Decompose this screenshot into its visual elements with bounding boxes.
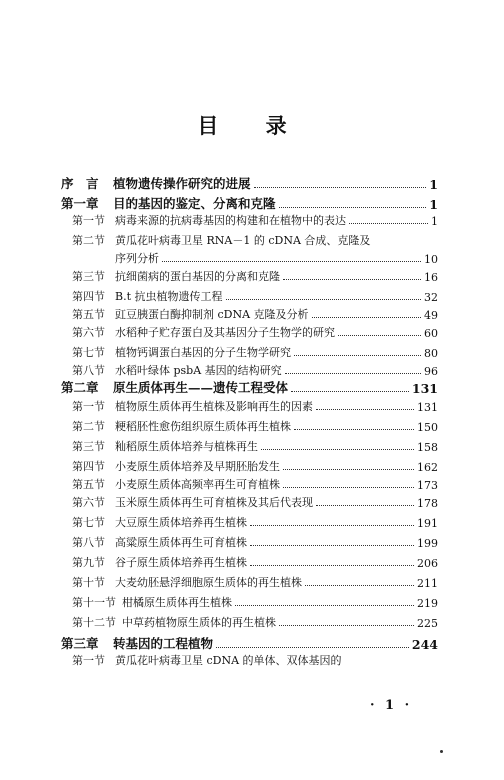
entry-number: 第七节 [72, 516, 105, 529]
scan-speck [440, 750, 443, 753]
entry-title: 黄瓜花叶病毒卫星 cDNA 的单体、双体基因的 [115, 654, 342, 667]
toc-section-entry[interactable] [72, 494, 438, 510]
dot-leader [162, 261, 421, 262]
toc-section-entry[interactable] [72, 306, 438, 322]
toc-section-entry[interactable] [72, 324, 438, 340]
entry-page: 131 [417, 401, 438, 414]
entry-page: 162 [417, 461, 438, 474]
entry-page: 80 [424, 347, 438, 360]
entry-number: 第三节 [72, 270, 105, 283]
dot-leader [338, 335, 421, 336]
entry-number: 第一节 [72, 654, 105, 667]
dot-leader [305, 585, 414, 586]
entry-page: 32 [424, 291, 438, 304]
page-number: · 1 · [370, 698, 413, 713]
entry-page: 49 [424, 309, 438, 322]
entry-number: 第五节 [72, 308, 105, 321]
entry-page: 211 [417, 577, 438, 590]
toc-section-entry[interactable] [72, 476, 438, 492]
toc-section-entry[interactable] [72, 652, 438, 668]
toc-section-entry[interactable] [72, 534, 438, 550]
toc-section-entry[interactable] [72, 594, 438, 610]
entry-number: 第十节 [72, 576, 105, 589]
entry-page: 206 [417, 557, 438, 570]
entry-title: 籼稻原生质体培养与植株再生 [115, 440, 258, 453]
entry-number: 第八节 [72, 536, 105, 549]
entry-page: 1 [429, 177, 438, 192]
entry-title: 中草药植物原生质体的再生植株 [122, 616, 276, 629]
entry-title: 大豆原生质体培养再生植株 [115, 516, 247, 529]
entry-page: 150 [417, 421, 438, 434]
toc-chapter-entry[interactable] [61, 634, 438, 652]
entry-title: 高粱原生质体再生可育植株 [115, 536, 247, 549]
toc-section-entry[interactable] [72, 362, 438, 378]
dot-leader [283, 487, 414, 488]
entry-page: 225 [417, 617, 438, 630]
entry-title: 目的基因的鉴定、分离和克隆 [113, 196, 276, 211]
entry-page: 10 [424, 253, 438, 266]
entry-number: 第二节 [72, 420, 105, 433]
toc-section-entry[interactable] [72, 514, 438, 530]
toc-section-entry[interactable] [72, 398, 438, 414]
toc-section-entry[interactable] [72, 554, 438, 570]
entry-page: 158 [417, 441, 438, 454]
dot-leader [312, 317, 421, 318]
toc-section-entry[interactable] [72, 268, 438, 284]
entry-title: 豇豆胰蛋白酶抑制剂 cDNA 克隆及分析 [115, 308, 309, 321]
entry-title: 抗细菌病的蛋白基因的分离和克隆 [115, 270, 280, 283]
entry-number: 第四节 [72, 290, 105, 303]
entry-number: 第二章 [61, 380, 99, 395]
entry-page: 191 [417, 517, 438, 530]
toc-chapter-entry[interactable] [61, 174, 438, 192]
entry-number: 第六节 [72, 326, 105, 339]
entry-number: 序 言 [61, 176, 99, 191]
entry-page: 173 [417, 479, 438, 492]
dot-leader [294, 429, 414, 430]
toc-section-entry[interactable] [72, 614, 438, 630]
toc-section-entry[interactable] [72, 574, 438, 590]
dot-leader [250, 545, 414, 546]
entry-title: 谷子原生质体培养再生植株 [115, 556, 247, 569]
dot-leader [279, 625, 414, 626]
entry-title: 植物遗传操作研究的进展 [113, 176, 251, 191]
toc-title: 目 录 [197, 113, 307, 138]
entry-page: 1 [431, 215, 438, 228]
entry-title: 病毒来源的抗病毒基因的构建和在植物中的表达 [115, 214, 346, 227]
entry-number: 第一节 [72, 214, 105, 227]
toc-section-entry[interactable] [72, 438, 438, 454]
dot-leader [254, 187, 427, 188]
entry-number: 第八节 [72, 364, 105, 377]
entry-page: 16 [424, 271, 438, 284]
toc-chapter-entry[interactable] [61, 378, 438, 396]
entry-title: 小麦原生质体培养及早期胚胎发生 [115, 460, 280, 473]
toc-section-entry[interactable] [72, 212, 438, 228]
entry-number: 第六节 [72, 496, 105, 509]
dot-leader [250, 525, 414, 526]
dot-leader [349, 223, 428, 224]
dot-leader [291, 391, 409, 392]
toc-entry-continuation[interactable] [115, 250, 438, 266]
entry-number: 第三节 [72, 440, 105, 453]
entry-page: 178 [417, 497, 438, 510]
toc-section-entry[interactable] [72, 232, 438, 248]
entry-number: 第二节 [72, 234, 105, 247]
entry-title: B.t 抗虫植物遗传工程 [115, 290, 223, 303]
dot-leader [226, 299, 422, 300]
entry-page: 60 [424, 327, 438, 340]
entry-number: 第一章 [61, 196, 99, 211]
entry-number: 第十二节 [72, 616, 116, 629]
entry-page: 219 [417, 597, 438, 610]
entry-title: 水稻种子贮存蛋白及其基因分子生物学的研究 [115, 326, 335, 339]
entry-title: 小麦原生质体高频率再生可育植株 [115, 478, 280, 491]
dot-leader [235, 605, 414, 606]
dot-leader [285, 373, 421, 374]
entry-page: 199 [417, 537, 438, 550]
toc-section-entry[interactable] [72, 458, 438, 474]
entry-number: 第一节 [72, 400, 105, 413]
entry-number: 第九节 [72, 556, 105, 569]
dot-leader [250, 565, 414, 566]
entry-title: 粳稻胚性愈伤组织原生质体再生植株 [115, 420, 291, 433]
dot-leader [316, 505, 414, 506]
entry-page: 244 [411, 637, 438, 652]
entry-title: 原生质体再生——遗传工程受体 [113, 380, 289, 395]
entry-number: 第五节 [72, 478, 105, 491]
dot-leader [216, 647, 409, 648]
entry-title: 序列分析 [115, 252, 159, 265]
toc-section-entry[interactable] [72, 418, 438, 434]
entry-title: 大麦幼胚悬浮细胞原生质体的再生植株 [115, 576, 302, 589]
entry-number: 第三章 [61, 636, 99, 651]
entry-title: 玉米原生质体再生可育植株及其后代表现 [115, 496, 313, 509]
entry-number: 第四节 [72, 460, 105, 473]
entry-number: 第十一节 [72, 596, 116, 609]
dot-leader [316, 409, 414, 410]
entry-page: 96 [424, 365, 438, 378]
dot-leader [283, 469, 414, 470]
dot-leader [283, 279, 421, 280]
toc-section-entry[interactable] [72, 288, 438, 304]
dot-leader [279, 207, 427, 208]
dot-leader [261, 449, 414, 450]
entry-title: 植物原生质体再生植株及影响再生的因素 [115, 400, 313, 413]
entry-title: 黄瓜花叶病毒卫星 RNA－1 的 cDNA 合成、克隆及 [115, 234, 371, 247]
entry-page: 131 [411, 381, 438, 396]
entry-title: 柑橘原生质体再生植株 [122, 596, 232, 609]
toc-section-entry[interactable] [72, 344, 438, 360]
toc-chapter-entry[interactable] [61, 194, 438, 212]
entry-page: 1 [429, 197, 438, 212]
entry-number: 第七节 [72, 346, 105, 359]
entry-title: 转基因的工程植物 [113, 636, 214, 651]
entry-title: 植物钙调蛋白基因的分子生物学研究 [115, 346, 291, 359]
dot-leader [294, 355, 421, 356]
entry-title: 水稻叶绿体 psbA 基因的结构研究 [115, 364, 282, 377]
